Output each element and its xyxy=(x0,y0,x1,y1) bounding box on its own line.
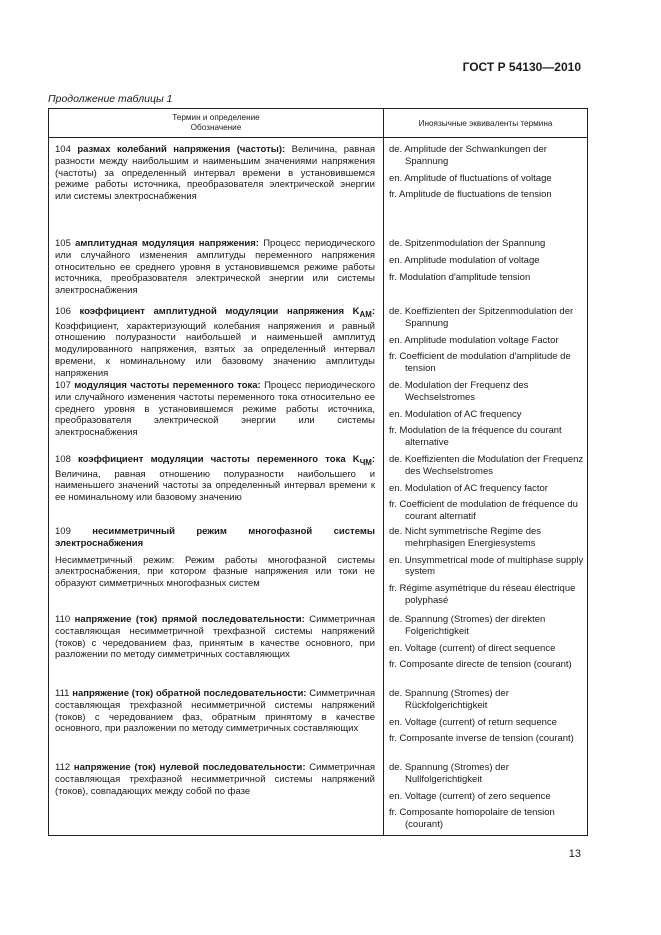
equivalent-fr: fr. Modulation d'amplitude tension xyxy=(389,271,531,283)
equivalent-en: en. Amplitude of fluctuations of voltage xyxy=(389,172,552,184)
table-row xyxy=(49,762,587,836)
table-row xyxy=(49,238,587,302)
term-definition: Симметричная составляющая несимметричной трехфазной системы напряжений (токов) с чередованием фаз, принятым в качестве основного, при разложении по методу симметричных составляющих xyxy=(55,614,376,661)
equivalent-fr: fr. Coefficient de modulation d'amplitude de tension xyxy=(389,351,571,375)
table-row xyxy=(49,380,587,454)
term-name: размах колебаний напряжения (частоты): xyxy=(77,144,286,155)
equivalent-fr: fr. Modulation de la fréquence du courant alternative xyxy=(389,425,562,449)
term-definition: Несимметричный режим: Режим работы многофазной системы электроснабжения, при котором фазные напряжения или токи не образуют симметричных многофазных систем xyxy=(55,554,375,590)
term-number: 112 xyxy=(55,762,71,773)
equivalent-en: en. Voltage (current) of return sequence xyxy=(389,716,557,728)
equivalent-de: de. Koeffizienten der Spitzenmodulation der Spannung xyxy=(389,306,574,329)
term-name: коэффициент амплитудной модуляции напряжения $K_{AM}$: xyxy=(79,306,375,319)
term-name: несимметричный режим многофазной системы электроснабжения xyxy=(55,526,375,549)
equivalent-en: en. Amplitude modulation of voltage xyxy=(389,254,540,266)
term-name: амплитудная модуляция напряжения: xyxy=(75,238,259,249)
equivalent-de: de. Koeffizienten die Modulation der Frequenz des Wechselstromes xyxy=(389,454,584,477)
term-definition: Симметричная составляющая трехфазной несимметричной системы напряжений (токов), совпадающих между собой по фазе xyxy=(55,762,375,797)
equivalents-cell xyxy=(383,614,587,676)
equivalent-fr: fr. Composante directe de tension (courant) xyxy=(389,659,572,671)
equivalents-cell xyxy=(383,526,587,612)
term-cell xyxy=(49,688,383,750)
term-cell xyxy=(49,454,383,528)
header-term-definition xyxy=(49,109,384,137)
term-number: 109 xyxy=(55,526,71,537)
equivalent-en: en. Voltage (current) of zero sequence xyxy=(389,790,551,802)
equivalents-cell xyxy=(383,238,587,302)
terms-table xyxy=(48,108,588,836)
table-row xyxy=(49,614,587,676)
equivalent-en: en. Modulation of AC frequency factor xyxy=(389,482,548,494)
term-cell xyxy=(49,762,383,836)
table-row xyxy=(49,688,587,750)
term-name: напряжение (ток) прямой последовательности: xyxy=(74,614,305,625)
term-number: 107 xyxy=(55,380,71,391)
equivalent-de: de. Spannung (Stromes) der Rückfolgerichtigkeit xyxy=(389,688,509,711)
table-row xyxy=(49,454,587,528)
term-name: коэффициент модуляции частоты переменного тока $K_{ЧМ}$: xyxy=(78,454,376,467)
term-number: 111 xyxy=(55,688,70,699)
term-definition: Величина, равная разности между наибольшим и наименьшим значениями напряжения (частоты) за определенный интервал времени в установившемся режиме работы источника, преобразователя электрической энергии или системы электроснабжения xyxy=(55,144,376,203)
term-cell xyxy=(49,614,383,676)
term-definition: Процесс периодического или случайного изменения частоты переменного тока относительно ее среднего уровня в установившемся режиме работы источника, преобразователя электрической энергии или системы электроснабжения xyxy=(55,380,375,439)
term-definition: Величина, равная отношению полуразности наибольшего и наименьшего значений частоты за определенный интервал времени к ее номинальному или базовому значению xyxy=(55,468,375,504)
table-caption: Продолжение таблицы 1 xyxy=(48,93,173,105)
term-cell xyxy=(49,306,383,385)
table-header-row xyxy=(49,109,587,138)
term-number: 106 xyxy=(55,306,71,317)
equivalent-fr: fr. Coefficient de modulation de fréquence du courant alternatif xyxy=(389,499,578,523)
table-row xyxy=(49,144,587,208)
term-cell xyxy=(49,526,383,612)
page-number: 13 xyxy=(568,848,581,860)
term-number: 108 xyxy=(55,454,71,465)
term-cell xyxy=(49,238,383,302)
equivalent-de: de. Spannung (Stromes) der Nullfolgerichtigkeit xyxy=(389,762,509,785)
equivalent-en: en. Unsymmetrical mode of multiphase supply system xyxy=(389,554,584,578)
equivalent-de: de. Modulation der Frequenz des Wechselstromes xyxy=(389,380,529,403)
equivalent-fr: fr. Amplitude de fluctuations de tension xyxy=(389,189,552,201)
header-term-label: Термин и определение xyxy=(172,112,260,122)
equivalents-cell xyxy=(383,454,587,528)
equivalent-fr: fr. Composante homopolaire de tension (courant) xyxy=(389,807,555,831)
term-definition: Симметричная составляющая трехфазной несимметричной системы напряжений (токов) с чередованием фаз, обратным принятому в качестве основного, при разложении по методу симметричных составляющих xyxy=(55,688,376,735)
term-name: напряжение (ток) обратной последовательности: xyxy=(72,688,307,699)
term-number: 104 xyxy=(55,144,71,155)
equivalent-en: en. Amplitude modulation voltage Factor xyxy=(389,334,559,346)
equivalent-de: de. Spitzenmodulation der Spannung xyxy=(389,238,546,249)
equivalent-fr: fr. Régime asymétrique du réseau électrique polyphasé xyxy=(389,583,576,606)
table-row xyxy=(49,306,587,385)
equivalent-de: de. Spannung (Stromes) der direkten Folgerichtigkeit xyxy=(389,614,546,637)
equivalent-en: en. Modulation of AC frequency xyxy=(389,408,522,420)
term-definition: Процесс периодического или случайного изменения амплитуды переменного напряжения относительно ее среднего уровня в установившемся режиме работы источника, преобразователя электрической энергии или системы электроснабжения xyxy=(55,238,376,297)
term-name: напряжение (ток) нулевой последовательности: xyxy=(73,762,306,773)
equivalents-cell xyxy=(383,688,587,750)
table-row xyxy=(49,526,587,612)
table-body xyxy=(49,138,587,836)
document-id: ГОСТ Р 54130—2010 xyxy=(462,60,581,74)
term-name: модуляция частоты переменного тока: xyxy=(74,380,261,391)
equivalents-cell xyxy=(383,306,587,385)
equivalent-de: de. Nicht symmetrische Regime des mehrphasigen Energiesystems xyxy=(389,526,542,549)
equivalents-cell xyxy=(383,380,587,454)
header-equivalents: Иноязычные эквиваленты термина xyxy=(418,118,553,128)
symbol-subscript: ЧМ xyxy=(359,457,372,467)
term-cell xyxy=(49,380,383,454)
symbol-subscript: AM xyxy=(359,309,372,319)
equivalent-de: de. Amplitude der Schwankungen der Spannung xyxy=(389,144,547,167)
equivalents-cell xyxy=(383,762,587,836)
term-number: 110 xyxy=(55,614,71,625)
header-designation-label: Обозначение xyxy=(190,123,242,132)
term-definition: Коэффициент, характеризующий колебания напряжения и равный отношению полуразности наибольшей и наименьшей амплитуд модулированного напряжения, взятых за определенный интервал времени, к номинальному или базовому значению амплитуды напряжения xyxy=(55,320,375,379)
equivalent-fr: fr. Composante inverse de tension (courant) xyxy=(389,733,574,745)
equivalent-en: en. Voltage (current) of direct sequence xyxy=(389,642,556,654)
term-cell xyxy=(49,144,383,208)
equivalents-cell xyxy=(383,144,587,208)
term-number: 105 xyxy=(55,238,71,249)
